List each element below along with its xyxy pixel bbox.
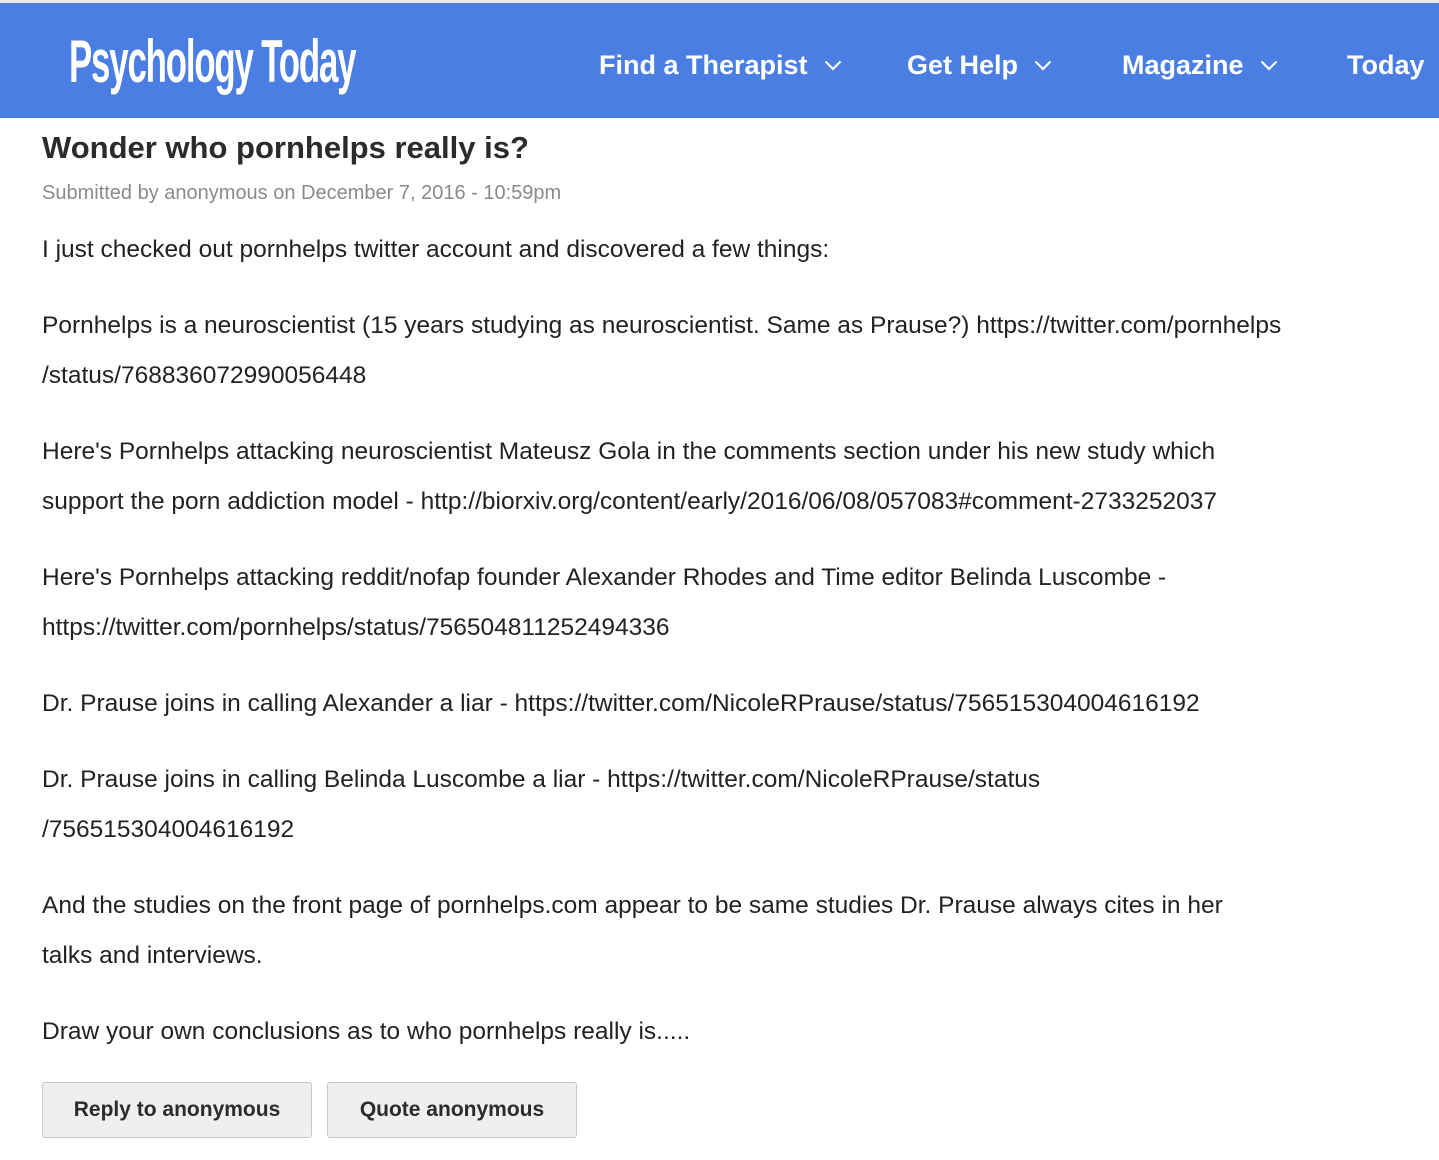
post-paragraph [42, 301, 1437, 401]
reply-button[interactable]: Reply to anonymous [42, 1082, 312, 1138]
chevron-down-icon [824, 60, 842, 71]
site-header [0, 3, 1439, 118]
site-logo[interactable]: Psychology Today [69, 28, 356, 95]
paragraph-line: And the studies on the front page of pornhelps.com appear to be same studies Dr. Prause always cites in her [42, 892, 1223, 919]
quote-button[interactable]: Quote anonymous [327, 1082, 577, 1138]
nav-find-a-therapist[interactable] [599, 45, 842, 85]
nav-label: Today [1347, 49, 1425, 80]
paragraph-line: Dr. Prause joins in calling Belinda Luscombe a liar - https://twitter.com/NicoleRPrause/status [42, 766, 1041, 793]
post-paragraph [42, 881, 1437, 981]
paragraph-line: Here's Pornhelps attacking neuroscientist Mateusz Gola in the comments section under his new study which [42, 438, 1216, 465]
chevron-down-icon [1260, 60, 1278, 71]
post-meta: Submitted by anonymous on December 7, 2016 - 10:59pm [42, 182, 562, 204]
nav-today[interactable] [1347, 45, 1425, 85]
post-paragraph [42, 553, 1437, 653]
post-paragraph [42, 225, 1437, 275]
post-title: Wonder who pornhelps really is? [42, 130, 529, 165]
post-paragraph [42, 427, 1437, 527]
nav-get-help[interactable] [907, 45, 1052, 85]
post-paragraph [42, 755, 1437, 855]
chevron-down-icon [1034, 60, 1052, 71]
paragraph-line: /status/768836072990056448 [42, 362, 367, 389]
paragraph-line: /756515304004616192 [42, 816, 295, 843]
paragraph-line: Dr. Prause joins in calling Alexander a liar - https://twitter.com/NicoleRPrause/status/756515304004616192 [42, 690, 1200, 717]
paragraph-line: I just checked out pornhelps twitter account and discovered a few things: [42, 236, 830, 263]
paragraph-line: https://twitter.com/pornhelps/status/756504811252494336 [42, 614, 670, 641]
post-paragraph [42, 679, 1437, 729]
nav-label: Find a Therapist [599, 49, 808, 80]
paragraph-line: Here's Pornhelps attacking reddit/nofap founder Alexander Rhodes and Time editor Belinda Luscombe - [42, 564, 1167, 591]
nav-label: Get Help [907, 49, 1019, 80]
paragraph-line: Pornhelps is a neuroscientist (15 years studying as neuroscientist. Same as Prause?) https://twitter.com/pornhelps [42, 312, 1282, 339]
paragraph-line: Draw your own conclusions as to who pornhelps really is..... [42, 1018, 691, 1045]
paragraph-line: support the porn addiction model - http://biorxiv.org/content/early/2016/06/08/057083#comment-2733252037 [42, 488, 1217, 515]
paragraph-line: talks and interviews. [42, 942, 263, 969]
post-paragraph [42, 1007, 1437, 1057]
nav-label: Magazine [1122, 49, 1244, 80]
nav-magazine[interactable] [1122, 45, 1278, 85]
